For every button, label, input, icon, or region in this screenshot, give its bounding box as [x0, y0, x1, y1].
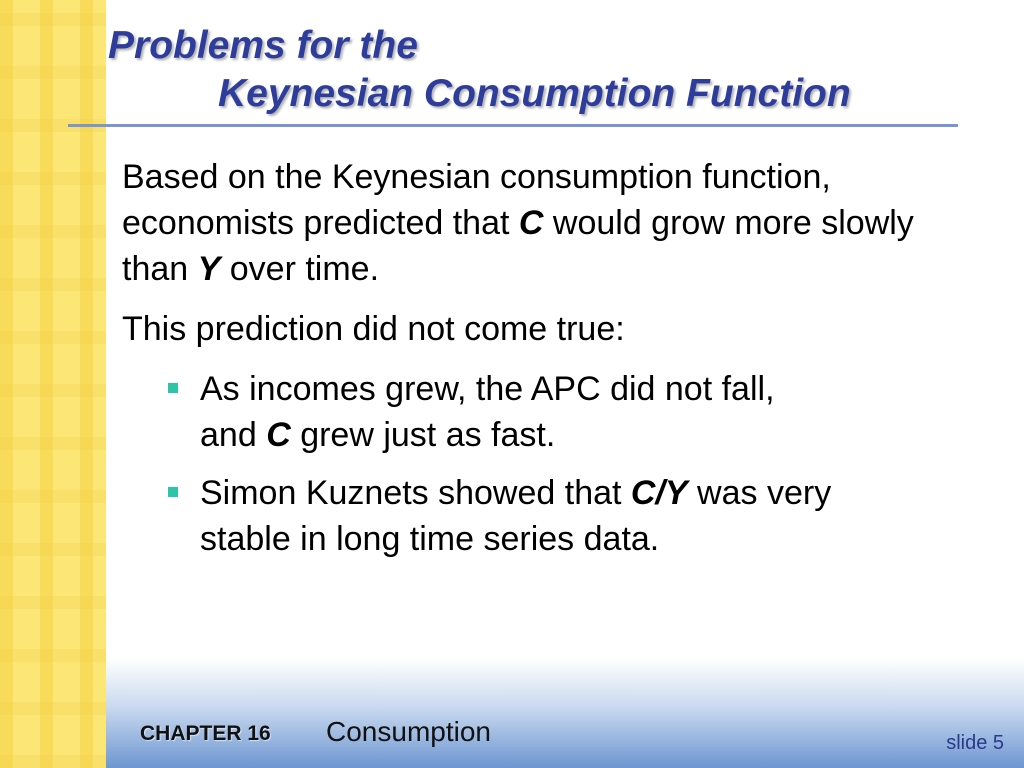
- variable-y: Y: [197, 250, 221, 288]
- square-bullet-icon: [168, 487, 178, 497]
- square-bullet-icon: [168, 383, 178, 393]
- title-line-1: Problems for the: [108, 24, 418, 67]
- bullet-text: was very stable in long time series data.: [200, 474, 832, 558]
- paragraph-text: would grow more slowly than: [122, 204, 914, 288]
- title-underline: [68, 124, 958, 127]
- slide-number: slide 5: [946, 732, 1004, 754]
- stripe-pattern: [0, 0, 106, 768]
- paragraph-text: Based on the Keynesian consumption function, economists predicted that: [122, 158, 831, 242]
- bullet-text: grew just as fast.: [290, 416, 556, 454]
- bullet-text: As incomes grew, the APC did not fall, and: [200, 370, 775, 454]
- footer-chapter: CHAPTER 16: [140, 722, 271, 745]
- paragraph-text: over time.: [220, 250, 380, 288]
- slide-body: [122, 154, 952, 574]
- bullet-item: [168, 470, 840, 562]
- variable-c-over-y: C/Y: [630, 474, 688, 512]
- bullet-text: Simon Kuznets showed that: [200, 474, 631, 512]
- bullet-list: [122, 366, 952, 562]
- slide-title: [108, 22, 851, 118]
- paragraph-prediction: [122, 154, 952, 292]
- variable-c: C: [266, 416, 291, 454]
- bullet-item: [168, 366, 840, 458]
- title-line-2: Keynesian Consumption Function: [218, 72, 851, 115]
- left-decorative-stripe: [0, 0, 106, 768]
- footer-gradient-band: [106, 658, 1024, 768]
- paragraph-outcome: This prediction did not come true:: [122, 310, 625, 348]
- variable-c: C: [518, 204, 544, 242]
- footer-topic: Consumption: [326, 716, 491, 747]
